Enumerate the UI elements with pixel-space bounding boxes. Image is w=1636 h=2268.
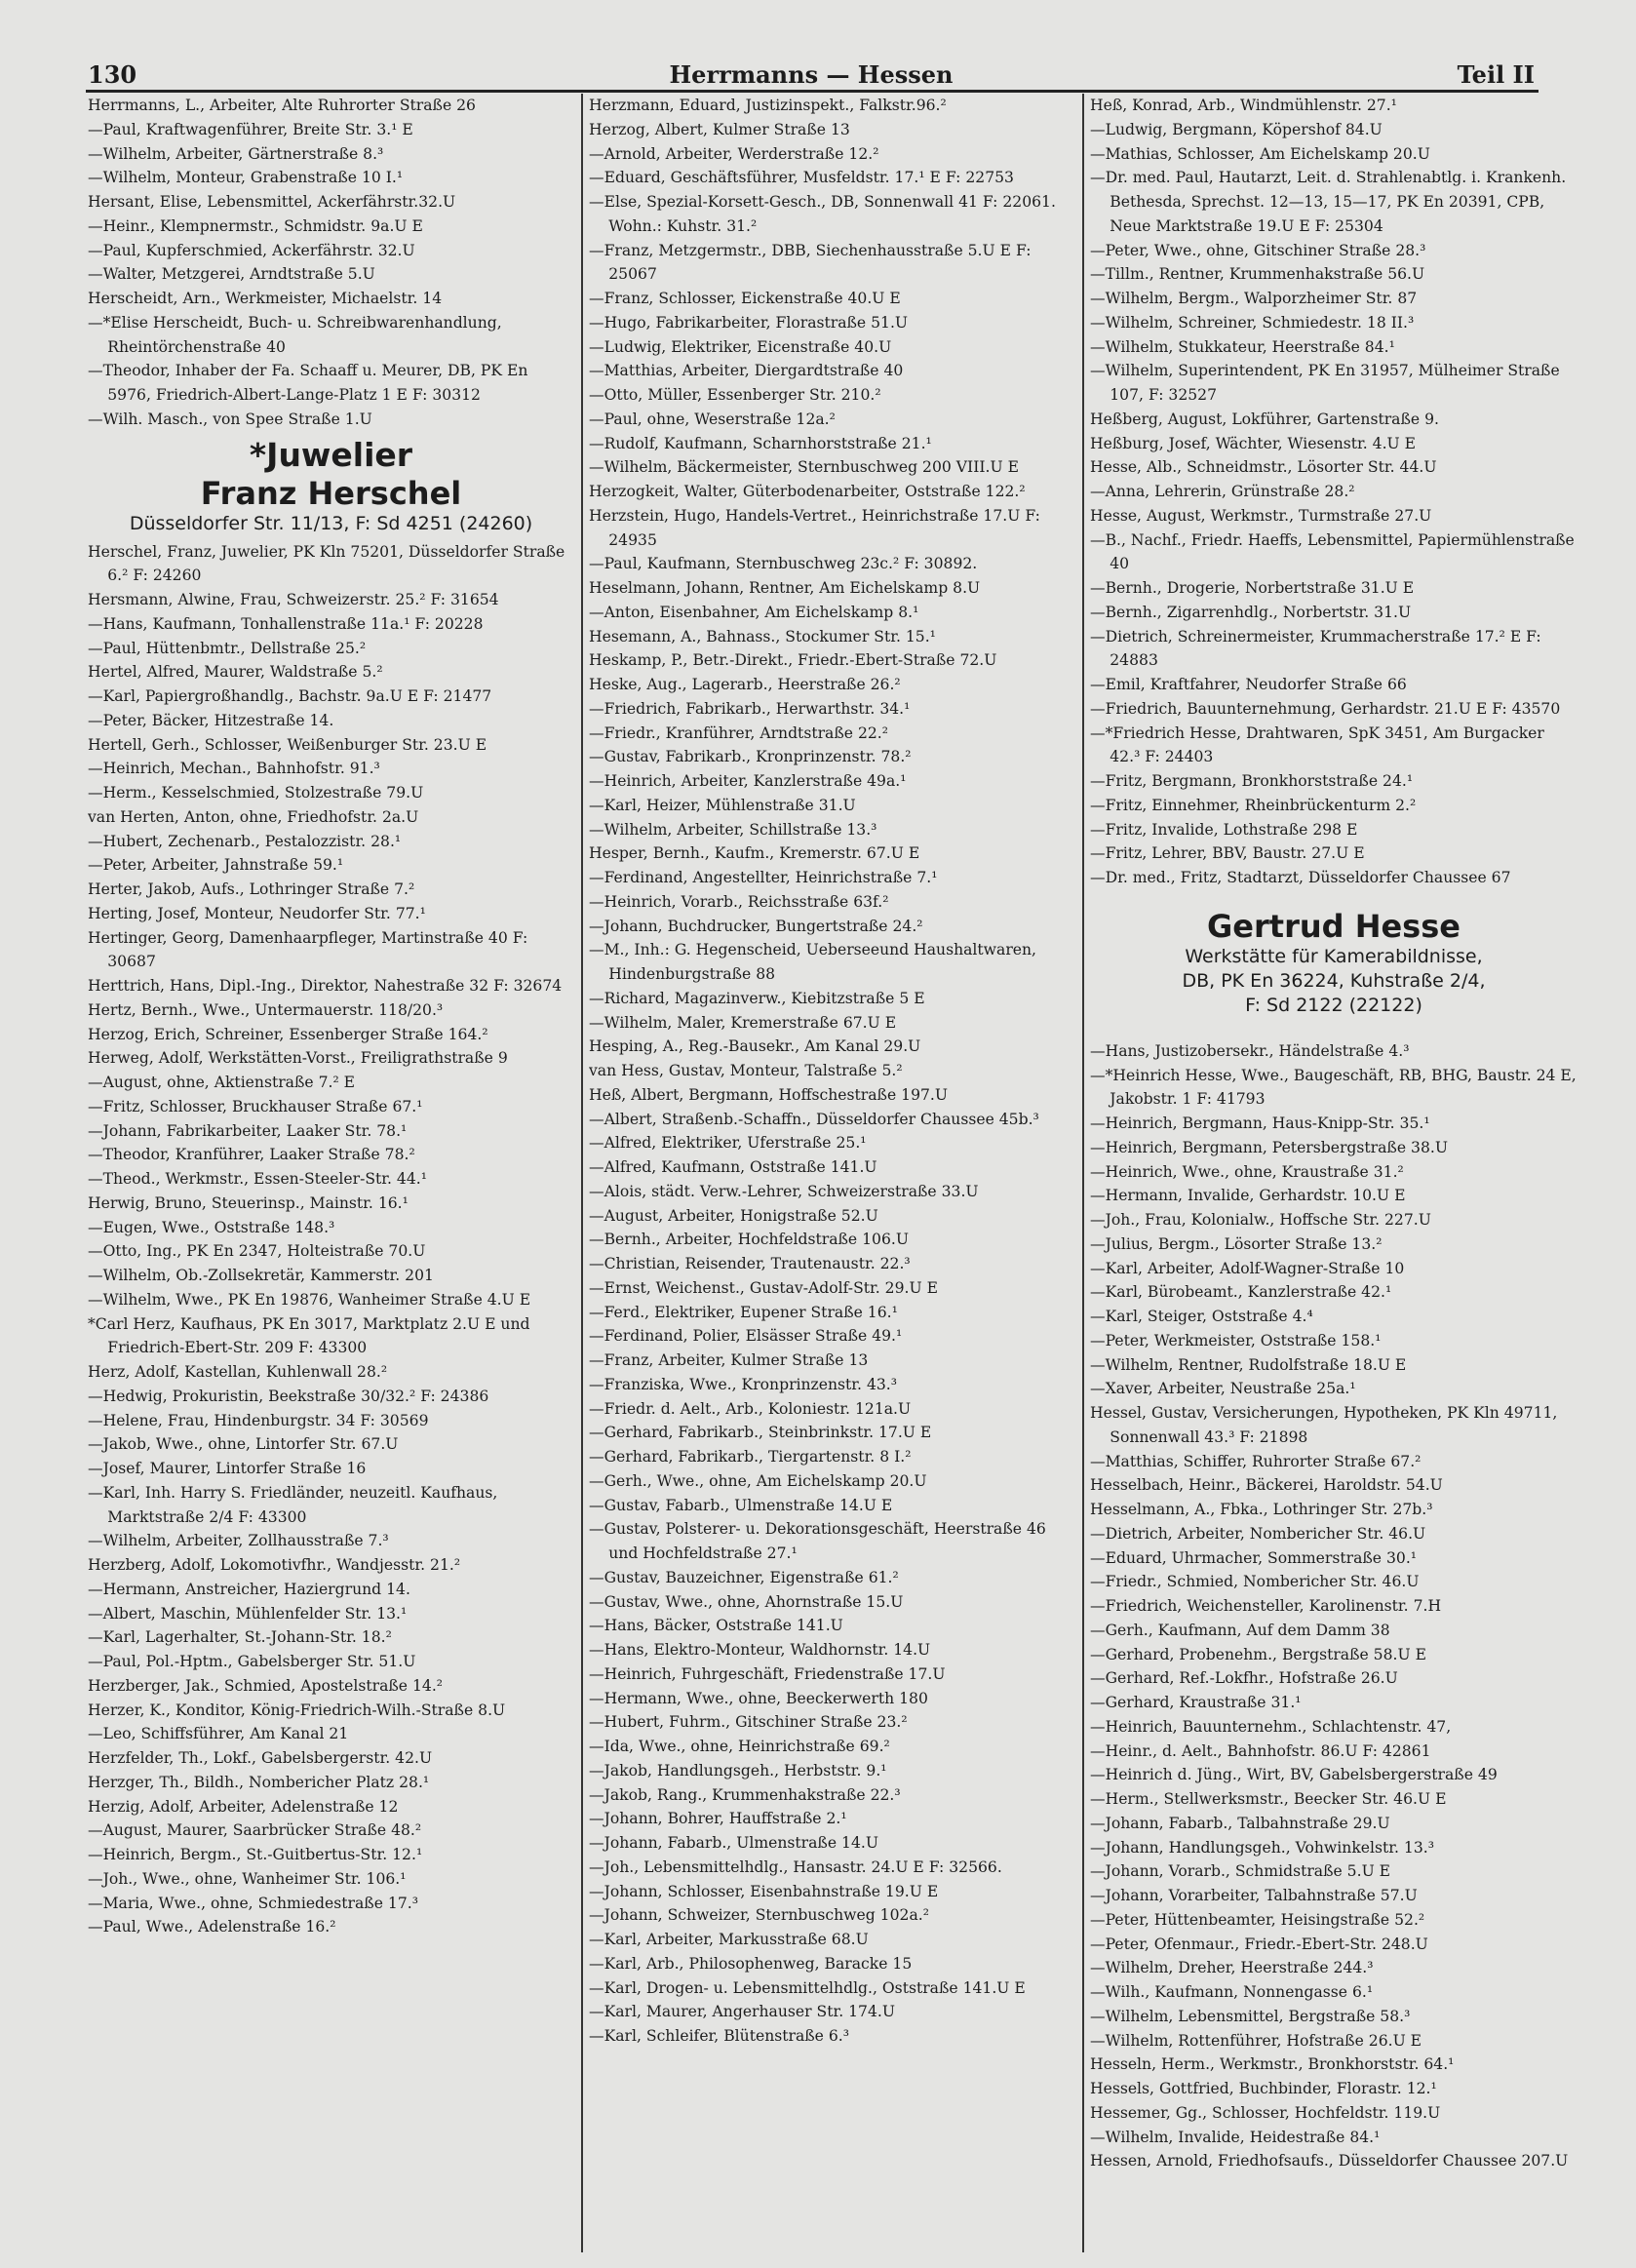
directory-entry: —Karl, Papiergroßhandlg., Bachstr. 9a.U E F: 21477 xyxy=(88,687,492,705)
directory-entry: —Paul, Hüttenbmtr., Dellstraße 25.² xyxy=(88,639,367,657)
directory-entry: —Gerhard, Fabrikarb., Tiergartenstr. 8 I.² xyxy=(589,1448,912,1466)
directory-entry: —Franziska, Wwe., Kronprinzenstr. 43.³ xyxy=(589,1375,898,1393)
directory-entry: —Wilh., Kaufmann, Nonnengasse 6.¹ xyxy=(1090,1983,1374,2001)
directory-entry: —Ida, Wwe., ohne, Heinrichstraße 69.² xyxy=(589,1738,890,1755)
directory-entry: —Eugen, Wwe., Oststraße 148.³ xyxy=(88,1218,335,1236)
directory-entry: Herschel, Franz, Juwelier, PK Kln 75201, Düsseldorfer Straße 6.² F: 24260 xyxy=(88,542,565,585)
directory-entry: —Karl, Arb., Philosophenweg, Baracke 15 xyxy=(589,1954,913,1973)
directory-entry: —*Friedrich Hesse, Drahtwaren, SpK 3451, Am Burgacker 42.³ F: 24403 xyxy=(1090,723,1544,766)
directory-entry: Hertinger, Georg, Damenhaarpfleger, Martinstraße 40 F: 30687 xyxy=(88,928,528,971)
directory-entry: —Ludwig, Bergmann, Köpershof 84.U xyxy=(1090,120,1383,138)
directory-entry: —Peter, Bäcker, Hitzestraße 14. xyxy=(88,711,334,729)
directory-entry: —Heinrich d. Jüng., Wirt, BV, Gabelsbergerstraße 49 xyxy=(1090,1766,1498,1784)
directory-entry: —Peter, Werkmeister, Oststraße 158.¹ xyxy=(1090,1331,1382,1349)
directory-entry: —Herm., Kesselschmied, Stolzestraße 79.U xyxy=(88,784,424,802)
directory-entry: —Karl, Arbeiter, Adolf-Wagner-Straße 10 xyxy=(1090,1259,1405,1277)
directory-entry: —M., Inh.: G. Hegenscheid, Ueberseeund Haushaltwaren, Hindenburgstraße 88 xyxy=(589,941,1037,983)
directory-entry: —Gerh., Wwe., ohne, Am Eichelskamp 20.U xyxy=(589,1471,927,1490)
advertisement-hesse xyxy=(1090,890,1578,1039)
directory-entry: —Albert, Straßenb.-Schaffn., Düsseldorfer Chaussee 45b.³ xyxy=(589,1110,1039,1128)
directory-entry: Hersmann, Alwine, Frau, Schweizerstr. 25.² F: 31654 xyxy=(88,591,499,608)
directory-entry: Herrmanns, L., Arbeiter, Alte Ruhrorter Straße 26 xyxy=(88,97,476,114)
directory-entry: —Eduard, Geschäftsführer, Musfeldstr. 17.¹ E F: 22753 xyxy=(589,169,1014,187)
page-number: 130 xyxy=(88,60,137,89)
directory-entry: Herzger, Th., Bildh., Nombericher Platz 28.¹ xyxy=(88,1773,430,1791)
directory-entry: —Fritz, Einnehmer, Rheinbrückenturm 2.² xyxy=(1090,796,1417,814)
directory-entry: —Matthias, Schiffer, Ruhrorter Straße 67.² xyxy=(1090,1452,1422,1470)
directory-entry: Herzberger, Jak., Schmied, Apostelstraße 14.² xyxy=(88,1676,444,1695)
directory-entry: —Johann, Fabrikarbeiter, Laaker Str. 78.¹ xyxy=(88,1121,408,1140)
directory-entry: —Friedr. d. Aelt., Arb., Koloniestr. 121a.U xyxy=(589,1399,912,1418)
directory-entry: Hesemann, A., Bahnass., Stockumer Str. 15.¹ xyxy=(589,627,936,645)
directory-entry: Hertell, Gerh., Schlosser, Weißenburger Str. 23.U E xyxy=(88,735,487,754)
directory-entry: —Xaver, Arbeiter, Neustraße 25a.¹ xyxy=(1090,1380,1356,1398)
directory-entry: —Wilhelm, Bergm., Walporzheimer Str. 87 xyxy=(1090,290,1418,307)
directory-entry: —Johann, Fabarb., Ulmenstraße 14.U xyxy=(589,1834,878,1852)
directory-entry: —Friedrich, Fabrikarb., Herwarthstr. 34.¹ xyxy=(589,699,911,718)
directory-entry: —Bernh., Arbeiter, Hochfeldstraße 106.U xyxy=(589,1231,909,1249)
directory-entry: —Peter, Hüttenbeamter, Heisingstraße 52.² xyxy=(1090,1910,1425,1929)
directory-entry: —Heinr., Klempnermstr., Schmidstr. 9a.U E xyxy=(88,216,423,235)
column-divider xyxy=(581,94,583,2252)
directory-entry: Herzog, Albert, Kulmer Straße 13 xyxy=(589,120,850,138)
directory-entry: Hessel, Gustav, Versicherungen, Hypotheken, PK Kln 49711, Sonnenwall 43.³ F: 21898 xyxy=(1090,1404,1558,1446)
directory-entry: —Jakob, Wwe., ohne, Lintorfer Str. 67.U xyxy=(88,1435,399,1454)
directory-entry: —Paul, ohne, Weserstraße 12a.² xyxy=(589,410,836,428)
directory-entry: —Emil, Kraftfahrer, Neudorfer Straße 66 xyxy=(1090,676,1407,693)
directory-entry: —Dietrich, Arbeiter, Nombericher Str. 46.U xyxy=(1090,1524,1426,1543)
directory-entry: —Heinr., d. Aelt., Bahnhofstr. 86.U F: 42861 xyxy=(1090,1741,1431,1760)
directory-entry: —August, ohne, Aktienstraße 7.² E xyxy=(88,1074,356,1091)
directory-entry: —Wilhelm, Monteur, Grabenstraße 10 I.¹ xyxy=(88,169,404,187)
directory-entry: —Albert, Maschin, Mühlenfelder Str. 13.¹ xyxy=(88,1604,408,1623)
directory-entry: —Walter, Metzgerei, Arndtstraße 5.U xyxy=(88,265,375,284)
directory-entry: —Peter, Wwe., ohne, Gitschiner Straße 28.³ xyxy=(1090,241,1426,259)
directory-entry: —Ludwig, Elektriker, Eicenstraße 40.U xyxy=(589,337,892,356)
directory-entry: —Gustav, Fabrikarb., Kronprinzenstr. 78.² xyxy=(589,748,912,766)
directory-entry: —Franz, Schlosser, Eickenstraße 40.U E xyxy=(589,290,901,307)
directory-entry: —Wilhelm, Superintendent, PK En 31957, Mülheimer Straße 107, F: 32527 xyxy=(1090,362,1560,404)
directory-entry: —Heinrich, Vorarb., Reichsstraße 63f.² xyxy=(589,892,889,911)
directory-entry: —Heinrich, Bergm., St.-Guitbertus-Str. 12.¹ xyxy=(88,1846,423,1863)
directory-entry: —Karl, Lagerhalter, St.-Johann-Str. 18.² xyxy=(88,1628,392,1647)
directory-entry: —Friedr., Kranführer, Arndtstraße 22.² xyxy=(589,723,888,742)
directory-entry: —*Heinrich Hesse, Wwe., Baugeschäft, RB, BHG, Baustr. 24 E, Jakobstr. 1 F: 41793 xyxy=(1090,1066,1577,1109)
directory-entry: Hesselbach, Heinr., Bäckerei, Haroldstr. 54.U xyxy=(1090,1476,1443,1495)
directory-entry: —Karl, Schleifer, Blütenstraße 6.³ xyxy=(589,2027,849,2045)
directory-entry: —Fritz, Bergmann, Bronkhorststraße 24.¹ xyxy=(1090,772,1414,790)
directory-entry: —Wilhelm, Wwe., PK En 19876, Wanheimer Straße 4.U E xyxy=(88,1290,531,1309)
directory-entry: Heskamp, P., Betr.-Direkt., Friedr.-Ebert-Straße 72.U xyxy=(589,651,997,670)
entries-col3b xyxy=(1090,1039,1578,2173)
directory-entry: —Hubert, Fuhrm., Gitschiner Straße 23.² xyxy=(589,1713,908,1732)
directory-entry: —Theodor, Inhaber der Fa. Schaaff u. Meurer, DB, PK En 5976, Friedrich-Albert-Lange-Platz 1 E F: 30312 xyxy=(88,362,528,404)
directory-entry: —August, Maurer, Saarbrücker Straße 48.² xyxy=(88,1821,422,1840)
directory-entry: —Wilhelm, Invalide, Heidestraße 84.¹ xyxy=(1090,2128,1381,2146)
directory-entry: Herscheidt, Arn., Werkmeister, Michaelstr. 14 xyxy=(88,290,443,307)
header-rule xyxy=(86,90,1539,93)
directory-entry: —Wilhelm, Stukkateur, Heerstraße 84.¹ xyxy=(1090,337,1395,356)
directory-entry: Herzberg, Adolf, Lokomotivfhr., Wandjesstr. 21.² xyxy=(88,1556,461,1574)
directory-entry: —Leo, Schiffsführer, Am Kanal 21 xyxy=(88,1725,349,1743)
directory-entry: —Josef, Maurer, Lintorfer Straße 16 xyxy=(88,1460,367,1477)
page-title: Herrmanns — Hessen xyxy=(669,60,954,89)
directory-entry: —Wilh. Masch., von Spee Straße 1.U xyxy=(88,410,372,428)
directory-entry: —Karl, Inh. Harry S. Friedländer, neuzeitl. Kaufhaus, Marktstraße 2/4 F: 43300 xyxy=(88,1483,498,1526)
advertisement-juwelier xyxy=(88,432,574,540)
directory-entry: van Herten, Anton, ohne, Friedhofstr. 2a.U xyxy=(88,807,419,826)
directory-entry: —Karl, Drogen- u. Lebensmittelhdlg., Oststraße 141.U E xyxy=(589,1978,1026,1997)
directory-entry: —Gerhard, Fabrikarb., Steinbrinkstr. 17.U E xyxy=(589,1424,932,1442)
directory-entry: —Dietrich, Schreinermeister, Krummacherstraße 17.² E F: 24883 xyxy=(1090,627,1541,670)
directory-entry: —Anton, Eisenbahner, Am Eichelskamp 8.¹ xyxy=(589,603,919,621)
directory-entry: —Dr. med., Fritz, Stadtarzt, Düsseldorfer Chaussee 67 xyxy=(1090,869,1511,886)
page-header xyxy=(88,57,1535,90)
directory-entry: —Heinrich, Fuhrgeschäft, Friedenstraße 17.U xyxy=(589,1664,946,1683)
ad-line: Werkstätte für Kamerabildnisse, xyxy=(1185,945,1483,967)
directory-entry: —Ferdinand, Angestellter, Heinrichstraße 7.¹ xyxy=(589,869,938,886)
directory-entry: Hesping, A., Reg.-Bausekr., Am Kanal 29.U xyxy=(589,1037,921,1056)
directory-entry: —*Elise Herscheidt, Buch- u. Schreibwarenhandlung, Rheintörchenstraße 40 xyxy=(88,313,502,356)
ad-title: *Juwelier xyxy=(249,435,413,474)
directory-entry: —Friedr., Schmied, Nombericher Str. 46.U xyxy=(1090,1573,1420,1591)
directory-entry: —Richard, Magazinverw., Kiebitzstraße 5 E xyxy=(589,989,925,1007)
directory-entry: —Franz, Metzgermstr., DBB, Siechenhausstraße 5.U E F: 25067 xyxy=(589,241,1032,284)
directory-entry: —Maria, Wwe., ohne, Schmiedestraße 17.³ xyxy=(88,1894,418,1912)
directory-entry: —Wilhelm, Dreher, Heerstraße 244.³ xyxy=(1090,1959,1374,1977)
directory-entry: Herz, Adolf, Kastellan, Kuhlenwall 28.² xyxy=(88,1363,388,1381)
directory-entry: —Dr. med. Paul, Hautarzt, Leit. d. Strahlenabtlg. i. Krankenh. Bethesda, Sprechst. 12—13, 15—17, PK En 20391, CPB, Neue Marktstraße 19.U E F: 25304 xyxy=(1090,169,1567,235)
directory-entry: —Hermann, Invalide, Gerhardstr. 10.U E xyxy=(1090,1187,1406,1205)
directory-entry: —Gerhard, Ref.-Lokfhr., Hofstraße 26.U xyxy=(1090,1669,1398,1688)
directory-entry: —Wilhelm, Schreiner, Schmiedestr. 18 II.³ xyxy=(1090,313,1415,332)
directory-entry: —Hans, Bäcker, Oststraße 141.U xyxy=(589,1617,843,1635)
directory-entry: —Julius, Bergm., Lösorter Straße 13.² xyxy=(1090,1234,1383,1253)
directory-entry: Hesse, Alb., Schneidmstr., Lösorter Str. 44.U xyxy=(1090,458,1437,477)
directory-entry: —Alfred, Kaufmann, Oststraße 141.U xyxy=(589,1158,877,1176)
directory-entry: —Otto, Ing., PK En 2347, Holteistraße 70.U xyxy=(88,1242,426,1261)
directory-entry: —Friedrich, Weichensteller, Karolinenstr. 7.H xyxy=(1090,1597,1442,1615)
directory-entry: —Hans, Kaufmann, Tonhallenstraße 11a.¹ F: 20228 xyxy=(88,614,484,633)
part-label: Teil II xyxy=(1457,60,1535,89)
directory-entry: —Wilhelm, Ob.-Zollsekretär, Kammerstr. 201 xyxy=(88,1267,434,1284)
ad-address: Düsseldorfer Str. 11/13, F: Sd 4251 (24260) xyxy=(129,512,533,534)
directory-entry: —Alfred, Elektriker, Uferstraße 25.¹ xyxy=(589,1134,867,1153)
directory-entry: —Otto, Müller, Essenberger Str. 210.² xyxy=(589,386,881,404)
directory-entry: van Hess, Gustav, Monteur, Talstraße 5.² xyxy=(589,1062,903,1079)
directory-entry: Hessels, Gottfried, Buchbinder, Florastr. 12.¹ xyxy=(1090,2080,1437,2097)
directory-entry: —Paul, Kupferschmied, Ackerfährstr. 32.U xyxy=(88,241,415,259)
directory-entry: —Gerh., Kaufmann, Auf dem Damm 38 xyxy=(1090,1621,1390,1639)
directory-entry: —Tillm., Rentner, Krummenhakstraße 56.U xyxy=(1090,265,1425,284)
column-1 xyxy=(88,94,574,2258)
directory-entry: —Peter, Arbeiter, Jahnstraße 59.¹ xyxy=(88,856,344,875)
directory-entry: Herzog, Erich, Schreiner, Essenberger Straße 164.² xyxy=(88,1025,488,1043)
directory-entry: —Joh., Lebensmittelhdlg., Hansastr. 24.U E F: 32566. xyxy=(589,1857,1002,1876)
directory-entry: Heßburg, Josef, Wächter, Wiesenstr. 4.U E xyxy=(1090,434,1417,452)
entries-col1b xyxy=(88,540,574,1940)
directory-entry: —Heinrich, Bauunternehm., Schlachtenstr. 47, xyxy=(1090,1717,1452,1736)
directory-entry: —Wilhelm, Maler, Kremerstraße 67.U E xyxy=(589,1013,897,1032)
directory-entry: —Heinrich, Wwe., ohne, Kraustraße 31.² xyxy=(1090,1162,1404,1181)
directory-entry: Hessemer, Gg., Schlosser, Hochfeldstr. 119.U xyxy=(1090,2103,1441,2122)
directory-entry: —Karl, Steiger, Oststraße 4.⁴ xyxy=(1090,1308,1313,1325)
directory-entry: —Paul, Kaufmann, Sternbuschweg 23c.² F: 30892. xyxy=(589,555,978,573)
directory-entry: Heselmann, Johann, Rentner, Am Eichelskamp 8.U xyxy=(589,579,981,597)
directory-entry: —Theod., Werkmstr., Essen-Steeler-Str. 44.¹ xyxy=(88,1170,427,1188)
directory-entry: —Karl, Arbeiter, Markusstraße 68.U xyxy=(589,1931,869,1948)
directory-entry: Heß, Konrad, Arb., Windmühlenstr. 27.¹ xyxy=(1090,97,1397,114)
directory-entry: Heske, Aug., Lagerarb., Heerstraße 26.² xyxy=(589,676,901,693)
directory-entry: —Fritz, Lehrer, BBV, Baustr. 27.U E xyxy=(1090,844,1365,863)
column-3 xyxy=(1090,94,1578,2258)
ad-name: Franz Herschel xyxy=(200,474,462,512)
directory-entry: —Wilhelm, Bäckermeister, Sternbuschweg 200 VIII.U E xyxy=(589,458,1019,477)
directory-entry: —B., Nachf., Friedr. Haeffs, Lebensmittel, Papiermühlenstraße 40 xyxy=(1090,530,1575,573)
directory-entry: —Hermann, Anstreicher, Haziergrund 14. xyxy=(88,1580,410,1598)
directory-entry: Herzogkeit, Walter, Güterbodenarbeiter, Oststraße 122.² xyxy=(589,483,1026,500)
directory-entry: —Gerhard, Kraustraße 31.¹ xyxy=(1090,1694,1302,1711)
directory-entry: —Paul, Pol.-Hptm., Gabelsberger Str. 51.U xyxy=(88,1653,416,1670)
directory-entry: Herting, Josef, Monteur, Neudorfer Str. 77.¹ xyxy=(88,904,426,922)
directory-entry: —Hermann, Wwe., ohne, Beeckerwerth 180 xyxy=(589,1689,928,1707)
directory-entry: Hertel, Alfred, Maurer, Waldstraße 5.² xyxy=(88,663,383,682)
directory-entry: —Wilhelm, Arbeiter, Schillstraße 13.³ xyxy=(589,820,877,839)
directory-entry: —Gustav, Polsterer- u. Dekorationsgeschäft, Heerstraße 46 und Hochfeldstraße 27.¹ xyxy=(589,1520,1046,1562)
directory-entry: Herzmann, Eduard, Justizinspekt., Falkstr.96.² xyxy=(589,97,947,114)
directory-entry: Hersant, Elise, Lebensmittel, Ackerfährstr.32.U xyxy=(88,193,456,211)
directory-entry: —Johann, Schlosser, Eisenbahnstraße 19.U E xyxy=(589,1882,939,1900)
directory-entry: Herttrich, Hans, Dipl.-Ing., Direktor, Nahestraße 32 F: 32674 xyxy=(88,977,563,995)
directory-entry: Herzig, Adolf, Arbeiter, Adelenstraße 12 xyxy=(88,1797,399,1816)
directory-entry: —Bernh., Drogerie, Norbertstraße 31.U E xyxy=(1090,579,1415,597)
directory-entry: —Joh., Wwe., ohne, Wanheimer Str. 106.¹ xyxy=(88,1869,407,1888)
directory-entry: Hessen, Arnold, Friedhofsaufs., Düsseldorfer Chaussee 207.U xyxy=(1090,2152,1569,2170)
directory-entry: —Karl, Bürobeamt., Kanzlerstraße 42.¹ xyxy=(1090,1283,1392,1302)
directory-entry: Herweg, Adolf, Werkstätten-Vorst., Freiligrathstraße 9 xyxy=(88,1049,508,1068)
directory-entry: —Karl, Maurer, Angerhauser Str. 174.U xyxy=(589,2003,895,2021)
directory-entry: —Johann, Vorarb., Schmidstraße 5.U E xyxy=(1090,1862,1391,1881)
directory-entry: *Carl Herz, Kaufhaus, PK En 3017, Marktplatz 2.U E und Friedrich-Ebert-Str. 209 F: 43300 xyxy=(88,1314,530,1357)
column-divider xyxy=(1082,94,1084,2252)
directory-entry: —Heinrich, Bergmann, Petersbergstraße 38.U xyxy=(1090,1138,1448,1156)
directory-entry: —Fritz, Invalide, Lothstraße 298 E xyxy=(1090,820,1358,839)
directory-entry: —Christian, Reisender, Trautenaustr. 22.³ xyxy=(589,1255,911,1272)
entries-col1 xyxy=(88,94,574,432)
directory-entry: —Hubert, Zechenarb., Pestalozzistr. 28.¹ xyxy=(88,832,402,850)
directory-entry: —Bernh., Zigarrenhdlg., Norbertstr. 31.U xyxy=(1090,603,1412,621)
directory-entry: Herzstein, Hugo, Handels-Vertret., Heinrichstraße 17.U F: 24935 xyxy=(589,506,1040,549)
directory-entry: —Eduard, Uhrmacher, Sommerstraße 30.¹ xyxy=(1090,1548,1418,1567)
directory-entry: —Hedwig, Prokuristin, Beekstraße 30/32.² F: 24386 xyxy=(88,1387,489,1405)
directory-entry: —Friedrich, Bauunternehmung, Gerhardstr. 21.U E F: 43570 xyxy=(1090,699,1561,718)
directory-entry: —Hans, Elektro-Monteur, Waldhornstr. 14.U xyxy=(589,1641,931,1659)
directory-entry: Herzfelder, Th., Lokf., Gabelsbergerstr. 42.U xyxy=(88,1749,433,1767)
ad-line: DB, PK En 36224, Kuhstraße 2/4, xyxy=(1182,969,1486,992)
directory-entry: —Herm., Stellwerksmstr., Beecker Str. 46.U E xyxy=(1090,1790,1447,1808)
directory-entry: —Jakob, Rang., Krummenhakstraße 22.³ xyxy=(589,1785,901,1804)
directory-entry: —August, Arbeiter, Honigstraße 52.U xyxy=(589,1206,878,1225)
entries-col2 xyxy=(589,94,1074,2049)
directory-entry: —Gustav, Fabarb., Ulmenstraße 14.U E xyxy=(589,1496,893,1514)
directory-entry: Hesse, August, Werkmstr., Turmstraße 27.U xyxy=(1090,506,1432,525)
directory-entry: —Helene, Frau, Hindenburgstr. 34 F: 30569 xyxy=(88,1411,429,1429)
directory-entry: —Heinrich, Mechan., Bahnhofstr. 91.³ xyxy=(88,760,380,778)
directory-entry: —Johann, Fabarb., Talbahnstraße 29.U xyxy=(1090,1814,1390,1832)
ad-line: F: Sd 2122 (22122) xyxy=(1245,994,1422,1016)
ad-name: Gertrud Hesse xyxy=(1207,907,1461,945)
directory-entry: Heß, Albert, Bergmann, Hoffschestraße 197.U xyxy=(589,1085,949,1104)
directory-entry: Heßberg, August, Lokführer, Gartenstraße 9. xyxy=(1090,410,1439,428)
directory-entry: —Else, Spezial-Korsett-Gesch., DB, Sonnenwall 41 F: 22061. Wohn.: Kuhstr. 31.² xyxy=(589,193,1056,235)
directory-entry: Hesseln, Herm., Werkmstr., Bronkhorststr. 64.¹ xyxy=(1090,2055,1455,2074)
directory-entry: —Paul, Wwe., Adelenstraße 16.² xyxy=(88,1918,336,1936)
directory-entry: —Johann, Schweizer, Sternbuschweg 102a.² xyxy=(589,1906,929,1925)
directory-entry: —Paul, Kraftwagenführer, Breite Str. 3.¹ E xyxy=(88,120,413,138)
directory-entry: —Heinrich, Bergmann, Haus-Knipp-Str. 35.¹ xyxy=(1090,1114,1430,1132)
directory-entry: —Anna, Lehrerin, Grünstraße 28.² xyxy=(1090,483,1355,500)
directory-entry: —Fritz, Schlosser, Bruckhauser Straße 67.¹ xyxy=(88,1097,423,1115)
directory-entry: —Franz, Arbeiter, Kulmer Straße 13 xyxy=(589,1351,869,1369)
directory-entry: —Ernst, Weichenst., Gustav-Adolf-Str. 29.U E xyxy=(589,1278,938,1297)
directory-entry: —Jakob, Handlungsgeh., Herbststr. 9.¹ xyxy=(589,1761,887,1779)
directory-entry: —Joh., Frau, Kolonialw., Hoffsche Str. 227.U xyxy=(1090,1211,1431,1229)
directory-entry: —Gustav, Wwe., ohne, Ahornstraße 15.U xyxy=(589,1592,904,1611)
directory-entry: Hertz, Bernh., Wwe., Untermauerstr. 118/20.³ xyxy=(88,1000,444,1019)
directory-entry: —Hugo, Fabrikarbeiter, Florastraße 51.U xyxy=(589,313,909,332)
directory-entry: —Johann, Buchdrucker, Bungertstraße 24.² xyxy=(589,917,923,935)
directory-entry: Herter, Jakob, Aufs., Lothringer Straße 7.² xyxy=(88,880,415,898)
directory-entry: —Alois, städt. Verw.-Lehrer, Schweizerstraße 33.U xyxy=(589,1182,979,1200)
entries-col3 xyxy=(1090,94,1578,890)
directory-entry: —Arnold, Arbeiter, Werderstraße 12.² xyxy=(589,144,879,163)
directory-entry: —Wilhelm, Arbeiter, Gärtnerstraße 8.³ xyxy=(88,144,384,163)
directory-entry: —Peter, Ofenmaur., Friedr.-Ebert-Str. 248.U xyxy=(1090,1935,1428,1953)
directory-entry: —Gerhard, Probenehm., Bergstraße 58.U E xyxy=(1090,1645,1426,1663)
directory-entry: Hesselmann, A., Fbka., Lothringer Str. 27b.³ xyxy=(1090,1501,1433,1518)
directory-entry: —Johann, Handlungsgeh., Vohwinkelstr. 13.³ xyxy=(1090,1838,1434,1857)
directory-entry: —Hans, Justizobersekr., Händelstraße 4.³ xyxy=(1090,1041,1410,1060)
directory-entry: —Wilhelm, Rottenführer, Hofstraße 26.U E xyxy=(1090,2031,1422,2050)
directory-entry: —Wilhelm, Rentner, Rudolfstraße 18.U E xyxy=(1090,1355,1407,1374)
directory-entry: —Theodor, Kranführer, Laaker Straße 78.² xyxy=(88,1146,415,1164)
directory-entry: —Wilhelm, Arbeiter, Zollhausstraße 7.³ xyxy=(88,1532,389,1550)
directory-entry: —Johann, Bohrer, Hauffstraße 2.¹ xyxy=(589,1810,847,1828)
directory-entry: Hesper, Bernh., Kaufm., Kremerstr. 67.U E xyxy=(589,844,920,863)
directory-entry: Herzer, K., Konditor, König-Friedrich-Wilh.-Straße 8.U xyxy=(88,1701,506,1719)
directory-entry: —Ferdinand, Polier, Elsässer Straße 49.¹ xyxy=(589,1327,903,1346)
column-2 xyxy=(589,94,1074,2258)
directory-entry: —Ferd., Elektriker, Eupener Straße 16.¹ xyxy=(589,1303,898,1321)
directory-entry: —Johann, Vorarbeiter, Talbahnstraße 57.U xyxy=(1090,1887,1418,1904)
directory-entry: —Gustav, Bauzeichner, Eigenstraße 61.² xyxy=(589,1568,899,1586)
directory-entry: Herwig, Bruno, Steuerinsp., Mainstr. 16.¹ xyxy=(88,1193,409,1212)
directory-entry: —Rudolf, Kaufmann, Scharnhorststraße 21.¹ xyxy=(589,434,932,452)
directory-entry: —Karl, Heizer, Mühlenstraße 31.U xyxy=(589,796,856,814)
directory-entry: —Mathias, Schlosser, Am Eichelskamp 20.U xyxy=(1090,144,1430,163)
directory-entry: —Wilhelm, Lebensmittel, Bergstraße 58.³ xyxy=(1090,2007,1411,2025)
directory-entry: —Heinrich, Arbeiter, Kanzlerstraße 49a.¹ xyxy=(589,772,907,790)
directory-entry: —Matthias, Arbeiter, Diergardtstraße 40 xyxy=(589,362,904,380)
